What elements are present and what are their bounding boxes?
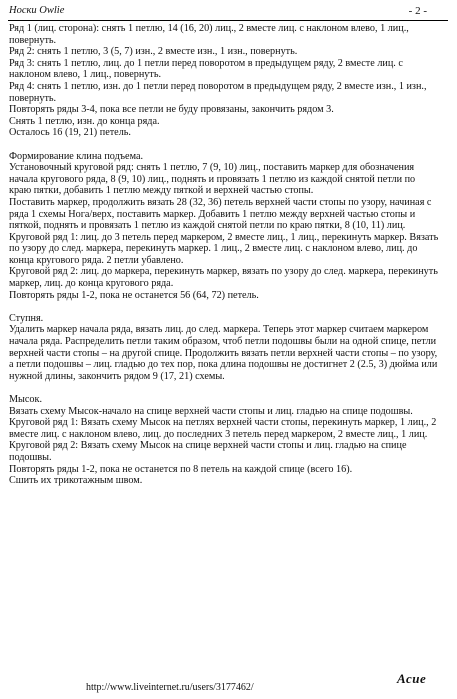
paragraph: Снять 1 петлю, изн. до конца ряда. <box>9 115 160 127</box>
section-heel-gusset <box>9 151 439 302</box>
paragraph: Повторять ряды 1-2, пока не останется 56 (64, 72) петель. <box>9 289 259 301</box>
paragraph: Ряд 4: снять 1 петлю, изн. до 1 петли перед поворотом в предыдущем ряду, 2 вместе изн., 1 изн., повернуть. <box>9 80 427 104</box>
paragraph: Повторять ряды 1-2, пока не останется по 8 петель на каждой спице (всего 16). <box>9 463 353 475</box>
paragraph: Удалить маркер начала ряда, вязать лиц. до след. маркера. Теперь этот маркер считаем маркером начала ряда. Распределить петли таким образом, чтоб петли подошвы были на одной спице, петли верхней части стопы – на другой спице. Продолжить вязать петли верхней части стопы – по узору, а петли подошвы – лиц. гладью до тех пор, пока длина подошвы не достигнет 2 (2.5, 3) дюйма или нужной длины, закончить рядом 9 (17, 21) схемы. <box>9 324 438 382</box>
header-divider <box>8 20 448 21</box>
document-body <box>9 23 439 487</box>
paragraph: Круговой ряд 2: Вязать схему Мысок на спице верхней части стопы и лиц. гладью на спице подошвы. <box>9 440 407 463</box>
intro-block <box>9 23 439 139</box>
paragraph: Круговой ряд 1: лиц. до 3 петель перед маркером, 2 вместе лиц., 1 лиц., перекинуть маркер. Вязать по узору до след. маркера, перекинуть маркер. 1 лиц., 2 вместе лиц. с наклоном влево, лиц. до конца кругового ряда. 2 петли убавлено. <box>9 231 439 266</box>
paragraph: Поставить маркер, продолжить вязать 28 (32, 36) петель верхней части стопы по узору, начиная с ряда 1 схемы Нога/верх, поставить маркер. Добавить 1 петлю между верхней частью стопы и пяткой, поднять и провязать 1 петлю из каждой снятой петли по краю пятки, 8 (10, 11) лиц. <box>9 196 432 232</box>
section-toe <box>9 394 439 487</box>
paragraph: Установочный круговой ряд: снять 1 петлю, 7 (9, 10) лиц., поставить маркер для обозначения начала кругового ряда, 8 (9, 10) лиц., поднять и провязать 1 петлю из каждой снятой петли по краю пятки, добавить 1 петлю между пяткой и верхней частью стопы. <box>9 162 416 197</box>
paragraph: Повторять ряды 3-4, пока все петли не буду провязаны, закончить рядом 3. <box>9 104 334 116</box>
paragraph: Осталось 16 (19, 21) петель. <box>9 127 131 139</box>
paragraph: Вязать схему Мысок-начало на спице верхней части стопы и лиц. гладью на спице подошвы. <box>9 405 413 417</box>
paragraph: Ряд 2: снять 1 петлю, 3 (5, 7) изн., 2 вместе изн., 1 изн., повернуть. <box>9 46 298 58</box>
page-number: - 2 - <box>408 5 427 17</box>
paragraph: Круговой ряд 2: лиц. до маркера, перекинуть маркер, вязать по узору до след. маркера, перекинуть маркер, лиц. до конца кругового ряда. <box>9 266 438 290</box>
source-url: http://www.liveinternet.ru/users/3177462/ <box>86 682 254 693</box>
paragraph: Ряд 1 (лиц. сторона): снять 1 петлю, 14 (16, 20) лиц., 2 вместе лиц. с наклоном влево, 1 лиц., повернуть. <box>9 23 409 46</box>
document-title: Носки Owlie <box>9 5 65 16</box>
paragraph: Сшить их трикотажным швом. <box>9 475 143 487</box>
section-foot <box>9 313 439 383</box>
watermark-logo: Асие <box>397 671 427 686</box>
paragraph: Круговой ряд 1: Вязать схему Мысок на петлях верхней части стопы, перекинуть маркер, 1 лиц., 2 вместе лиц. с наклоном влево, лиц. до последних 3 петель перед маркером, 2 вместе лиц., 1 лиц. <box>9 417 437 440</box>
section-heading: Мысок. <box>9 394 43 405</box>
section-heading: Ступня. <box>9 312 44 324</box>
paragraph: Ряд 3: снять 1 петлю, лиц. до 1 петли перед поворотом в предыдущем ряду, 2 вместе лиц. с наклоном влево, 1 лиц., повернуть. <box>9 57 403 81</box>
section-heading: Формирование клина подъема. <box>9 150 144 162</box>
